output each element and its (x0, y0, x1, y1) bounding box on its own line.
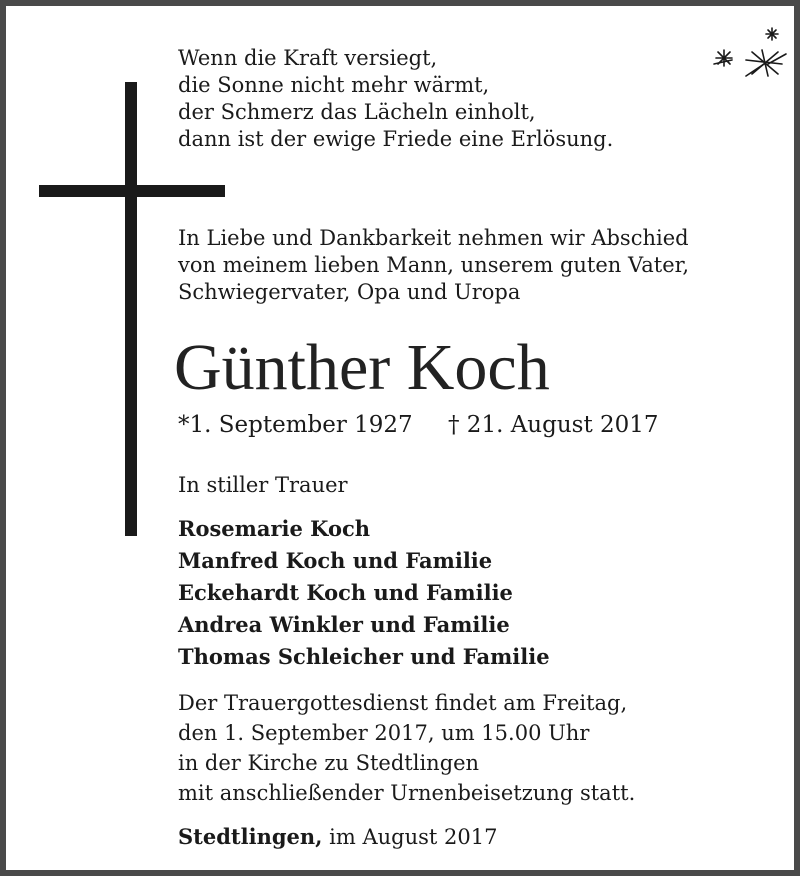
mourning-label-block (178, 472, 778, 499)
mourners-list (178, 513, 778, 673)
verse-line: der Schmerz das Lächeln einholt, (178, 100, 536, 124)
place-city: Stedtlingen, (178, 824, 323, 849)
place-and-date (178, 823, 497, 851)
mourner-item: Rosemarie Koch (178, 516, 371, 541)
life-dates (178, 410, 659, 440)
service-line: den 1. September 2017, um 15.00 Uhr (178, 721, 590, 745)
deceased-name: Günther Koch (174, 331, 550, 404)
intro-line: Schwiegervater, Opa und Uropa (178, 280, 521, 304)
verse-line: dann ist der ewige Friede eine Erlösung. (178, 127, 614, 151)
service-line: mit anschließender Urnenbeisetzung statt. (178, 781, 636, 805)
service-line: in der Kirche zu Stedtlingen (178, 751, 480, 775)
intro-line: von meinem lieben Mann, unserem guten Vater, (178, 253, 690, 277)
place-date: im August 2017 (329, 825, 498, 849)
mourner-item: Manfred Koch und Familie (178, 548, 493, 573)
service-info (178, 688, 778, 808)
intro-block (178, 225, 778, 306)
verse-line: Wenn die Kraft versiegt, (178, 46, 438, 70)
intro-line: In Liebe und Dankbarkeit nehmen wir Abschied (178, 226, 689, 250)
cross-horizontal-bar (39, 185, 225, 197)
mourner-item: Eckehardt Koch und Familie (178, 580, 513, 605)
service-line: Der Trauergottesdienst findet am Freitag, (178, 691, 628, 715)
birth-date: *1. September 1927 (178, 412, 413, 438)
mourning-label: In stiller Trauer (178, 473, 348, 497)
verse-block (178, 45, 778, 153)
mourner-item: Andrea Winkler und Familie (178, 612, 510, 637)
death-date: † 21. August 2017 (448, 412, 659, 438)
mourner-item: Thomas Schleicher und Familie (178, 644, 550, 669)
verse-line: die Sonne nicht mehr wärmt, (178, 73, 490, 97)
cross-vertical-bar (125, 82, 137, 536)
